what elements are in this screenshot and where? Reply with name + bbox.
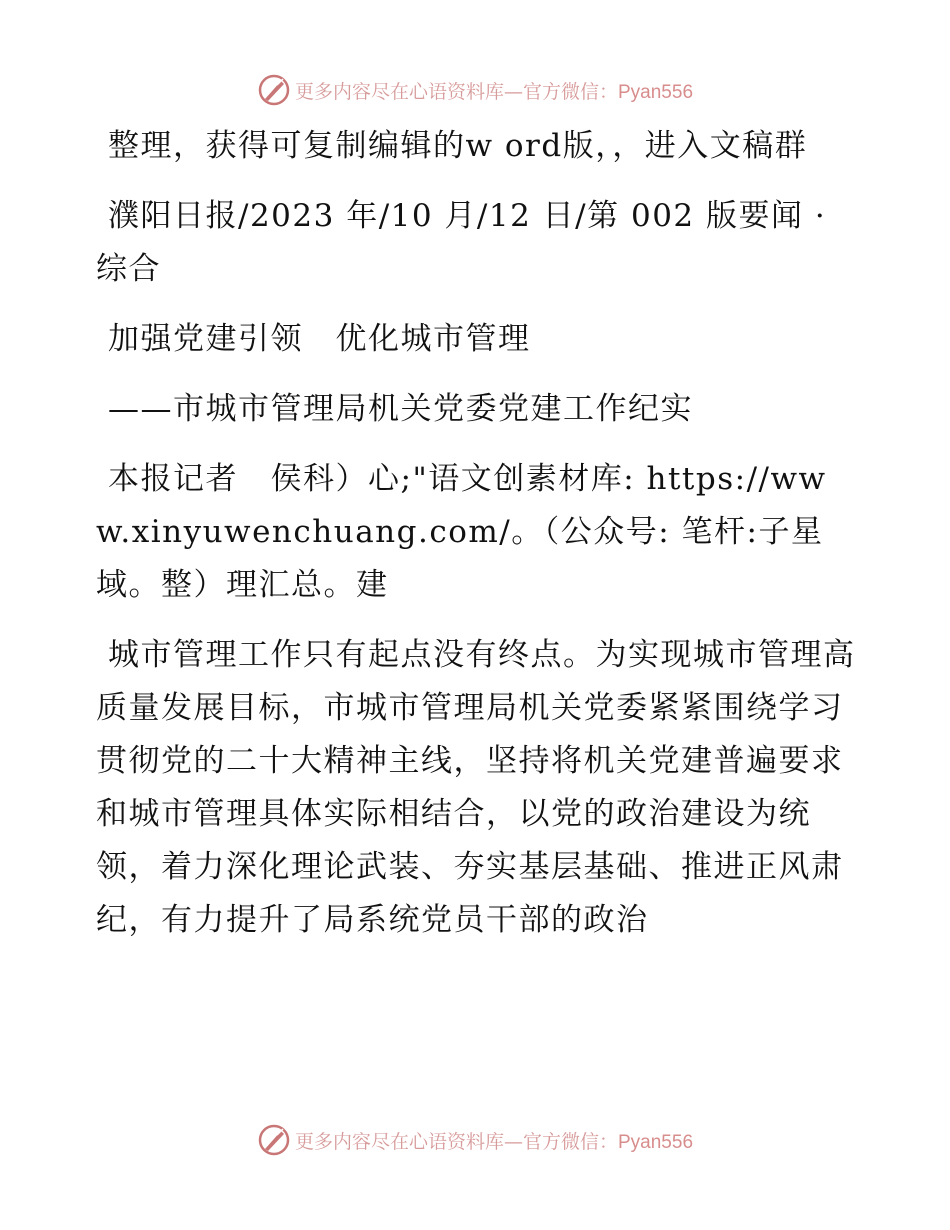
article-subheadline: ——市城市管理局机关党委党建工作纪实	[108, 391, 693, 427]
footer-watermark	[0, 1120, 950, 1160]
intro-paragraph: 整理，获得可复制编辑的w ord版，，进入文稿群	[108, 128, 808, 164]
watermark-text: 更多内容尽在心语资料库—官方微信：Pyan556	[294, 80, 694, 103]
body-paragraph: 城市管理工作只有起点没有终点。为实现城市管理高质量发展目标，市城市管理局机关党委紧紧围绕学习贯彻党的二十大精神主线，坚持将机关党建普遍要求和城市管理具体实际相结合，以党的政治建设为统领，着力深化理论武装、夯实基层基础、推进正风肃纪，有力提升了局系统党员干部的政治	[96, 637, 856, 938]
document-body	[96, 120, 856, 947]
wechat-id: Pyan556	[618, 1131, 694, 1153]
wechat-id: Pyan556	[618, 81, 694, 103]
source-line: 濮阳日报/2023 年/10 月/12 日/第 002 版要闻 · 综合	[96, 198, 827, 287]
header-watermark	[0, 70, 950, 110]
article-headline: 加强党建引领 优化城市管理	[108, 321, 531, 357]
quill-pen-logo-icon	[257, 73, 291, 107]
watermark-text: 更多内容尽在心语资料库—官方微信：Pyan556	[294, 1130, 694, 1153]
byline: 本报记者 侯科）心;"语文创素材库: https://www.xinyuwenchuang.com/。（公众号: 笔杆:子星域。整）理汇总。建	[96, 461, 827, 603]
quill-pen-logo-icon	[257, 1123, 291, 1157]
